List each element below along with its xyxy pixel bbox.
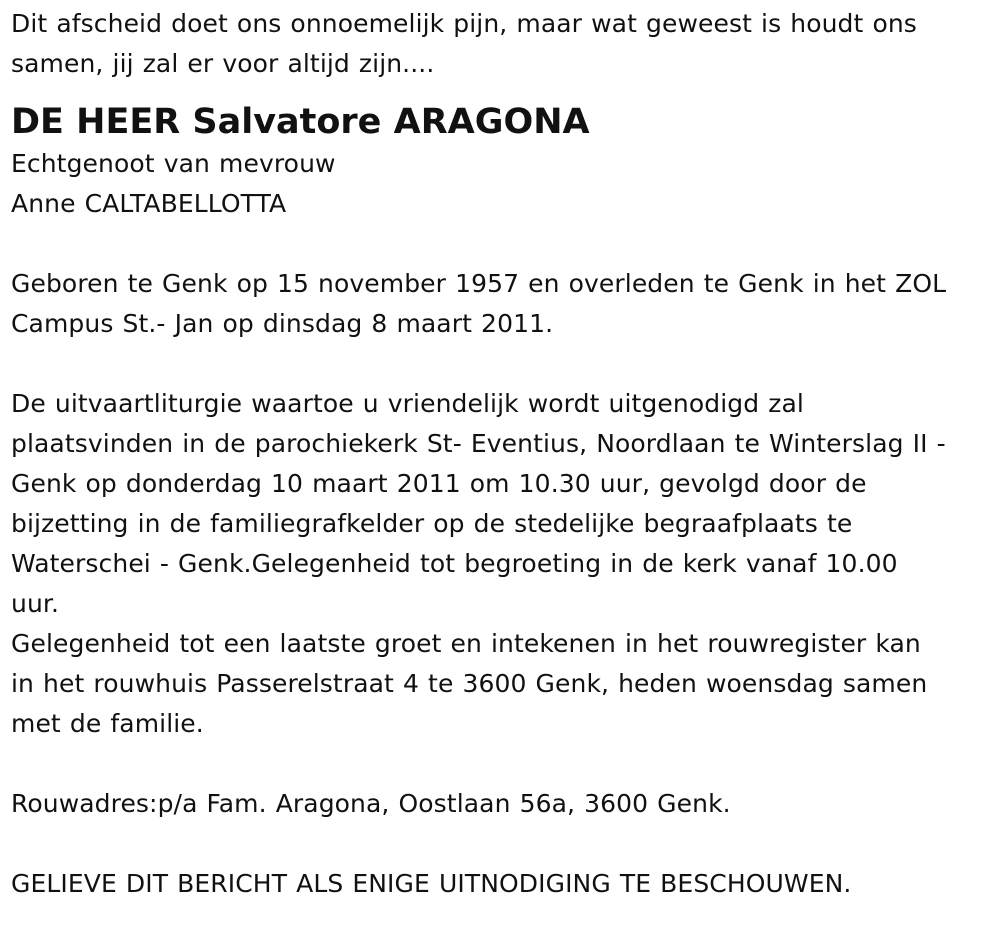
- funeral-line: Waterschei - Genk.Gelegenheid tot begroeting in de kerk vanaf 10.00: [11, 549, 898, 578]
- spacer: [11, 824, 990, 864]
- intro-line: Dit afscheid doet ons onnoemelijk pijn, maar wat geweest is houdt ons: [11, 9, 917, 38]
- funeral-info: [11, 384, 990, 624]
- funeral-line: plaatsvinden in de parochiekerk St- Eventius, Noordlaan te Winterslag II -: [11, 429, 946, 458]
- deceased-name: DE HEER Salvatore ARAGONA: [11, 102, 590, 142]
- closing-statement: GELIEVE DIT BERICHT ALS ENIGE UITNODIGING TE BESCHOUWEN.: [11, 869, 852, 898]
- funeral-line: uur.: [11, 589, 60, 618]
- visitation-info: [11, 624, 990, 744]
- visit-line: in het rouwhuis Passerelstraat 4 te 3600 Genk, heden woensdag samen: [11, 669, 928, 698]
- intro-text: [11, 4, 990, 84]
- visit-line: met de familie.: [11, 709, 204, 738]
- funeral-line: Genk op donderdag 10 maart 2011 om 10.30 uur, gevolgd door de: [11, 469, 867, 498]
- visit-line: Gelegenheid tot een laatste groet en intekenen in het rouwregister kan: [11, 629, 921, 658]
- spouse-line: Echtgenoot van mevrouw: [11, 149, 336, 178]
- spouse-line: Anne CALTABELLOTTA: [11, 189, 287, 218]
- funeral-line: bijzetting in de familiegrafkelder op de stedelijke begraafplaats te: [11, 509, 853, 538]
- birth-line: Geboren te Genk op 15 november 1957 en overleden te Genk in het ZOL: [11, 269, 947, 298]
- intro-line: samen, jij zal er voor altijd zijn....: [11, 49, 435, 78]
- spacer: [11, 344, 990, 384]
- funeral-line: De uitvaartliturgie waartoe u vriendelijk wordt uitgenodigd zal: [11, 389, 804, 418]
- spacer: [11, 744, 990, 784]
- spacer: [11, 224, 990, 264]
- spouse-info: [11, 144, 990, 224]
- birth-line: Campus St.- Jan op dinsdag 8 maart 2011.: [11, 309, 554, 338]
- birth-death-info: [11, 264, 990, 344]
- mourning-address: Rouwadres:p/a Fam. Aragona, Oostlaan 56a, 3600 Genk.: [11, 789, 731, 818]
